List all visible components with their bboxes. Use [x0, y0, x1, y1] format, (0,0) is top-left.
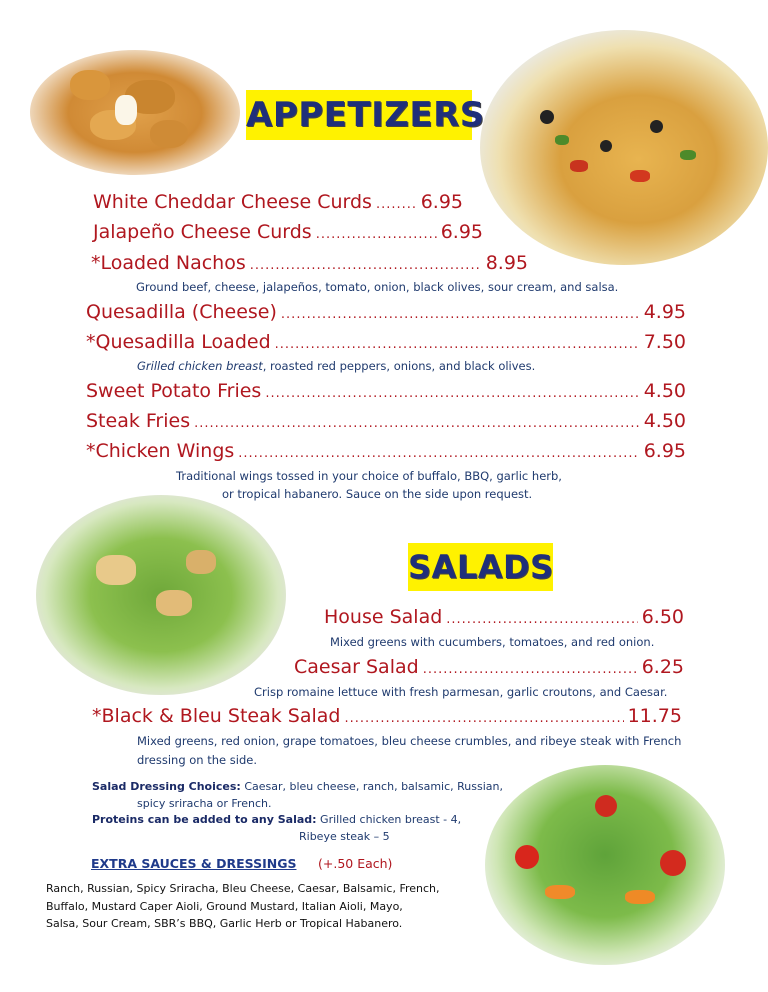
leader-dots: [376, 197, 417, 212]
desc-italic: Grilled chicken breast: [137, 359, 263, 373]
dressing-choices: [92, 780, 503, 793]
leader-dots: [250, 258, 482, 273]
item-price: 6.25: [641, 656, 684, 678]
item-name: Sweet Potato Fries: [86, 380, 262, 402]
dressing-label: Salad Dressing Choices:: [92, 780, 241, 793]
extra-sauces-list: Salsa, Sour Cream, SBR’s BBQ, Garlic Herb or Tropical Habanero.: [46, 917, 403, 930]
cheese-curds-photo: [30, 50, 240, 175]
proteins-line1: Grilled chicken breast - 4,: [316, 813, 462, 826]
extra-sauces-list: Ranch, Russian, Spicy Sriracha, Bleu Cheese, Caesar, Balsamic, French,: [46, 882, 440, 895]
leader-dots: [316, 227, 437, 242]
item-price: 4.50: [643, 380, 686, 402]
extra-sauces-heading: EXTRA SAUCES & DRESSINGS: [91, 856, 297, 871]
item-price: 6.95: [420, 191, 463, 213]
extra-sauces-list: Buffalo, Mustard Caper Aioli, Ground Mustard, Italian Aioli, Mayo,: [46, 900, 403, 913]
item-description: Ground beef, cheese, jalapeños, tomato, onion, black olives, sour cream, and salsa.: [136, 280, 619, 294]
item-price: 6.95: [643, 440, 686, 462]
item-name: Quesadilla (Cheese): [86, 301, 277, 323]
item-price: 4.95: [643, 301, 686, 323]
item-price: 4.50: [643, 410, 686, 432]
proteins-label: Proteins can be added to any Salad:: [92, 813, 317, 826]
leader-dots: [238, 446, 639, 461]
caesar-salad-photo: [36, 495, 286, 695]
item-price: 11.75: [627, 705, 682, 727]
item-description: or tropical habanero. Sauce on the side upon request.: [222, 487, 533, 501]
item-price: 8.95: [485, 252, 528, 274]
item-description: [137, 359, 535, 373]
item-name: *Loaded Nachos: [91, 252, 246, 274]
item-price: 6.95: [440, 221, 483, 243]
dressing-line1: Caesar, bleu cheese, ranch, balsamic, Russian,: [240, 780, 503, 793]
dressing-choices-line2: spicy sriracha or French.: [137, 797, 272, 810]
leader-dots: [344, 711, 623, 726]
item-name: White Cheddar Cheese Curds: [93, 191, 372, 213]
appetizers-title: APPETIZERS: [246, 90, 472, 140]
salads-title: SALADS: [408, 543, 553, 591]
desc-rest: , roasted red peppers, onions, and black olives.: [262, 359, 536, 373]
garden-salad-photo: [485, 765, 725, 965]
item-description: Mixed greens with cucumbers, tomatoes, and red onion.: [330, 635, 655, 649]
item-name: Steak Fries: [86, 410, 191, 432]
menu-item: [324, 606, 684, 628]
item-description: Crisp romaine lettuce with fresh parmesan, garlic croutons, and Caesar.: [254, 685, 668, 699]
item-description: Mixed greens, red onion, grape tomatoes, bleu cheese crumbles, and ribeye steak with French: [137, 734, 682, 748]
nachos-photo: [480, 30, 768, 265]
menu-item: [93, 221, 483, 243]
menu-item: [294, 656, 684, 678]
item-description: dressing on the side.: [137, 753, 257, 767]
item-price: 7.50: [643, 331, 686, 353]
item-price: 6.50: [641, 606, 684, 628]
extra-sauces-price: (+.50 Each): [318, 856, 393, 871]
leader-dots: [446, 612, 637, 627]
leader-dots: [423, 662, 638, 677]
leader-dots: [281, 307, 640, 322]
menu-item: [86, 331, 686, 353]
leader-dots: [275, 337, 640, 352]
item-description: Traditional wings tossed in your choice of buffalo, BBQ, garlic herb,: [176, 469, 562, 483]
menu-item: [93, 191, 463, 213]
item-name: *Quesadilla Loaded: [86, 331, 271, 353]
menu-item: [91, 252, 528, 274]
item-name: Caesar Salad: [294, 656, 419, 678]
menu-item: [86, 380, 686, 402]
menu-item: [86, 410, 686, 432]
proteins-line2: Ribeye steak – 5: [299, 830, 390, 843]
item-name: *Chicken Wings: [86, 440, 235, 462]
item-name: Jalapeño Cheese Curds: [93, 221, 312, 243]
menu-item: [86, 301, 686, 323]
item-name: House Salad: [324, 606, 443, 628]
menu-item: [92, 705, 682, 727]
menu-item: [86, 440, 686, 462]
item-name: *Black & Bleu Steak Salad: [92, 705, 341, 727]
proteins-info: [92, 813, 461, 826]
leader-dots: [194, 416, 640, 431]
leader-dots: [265, 386, 639, 401]
